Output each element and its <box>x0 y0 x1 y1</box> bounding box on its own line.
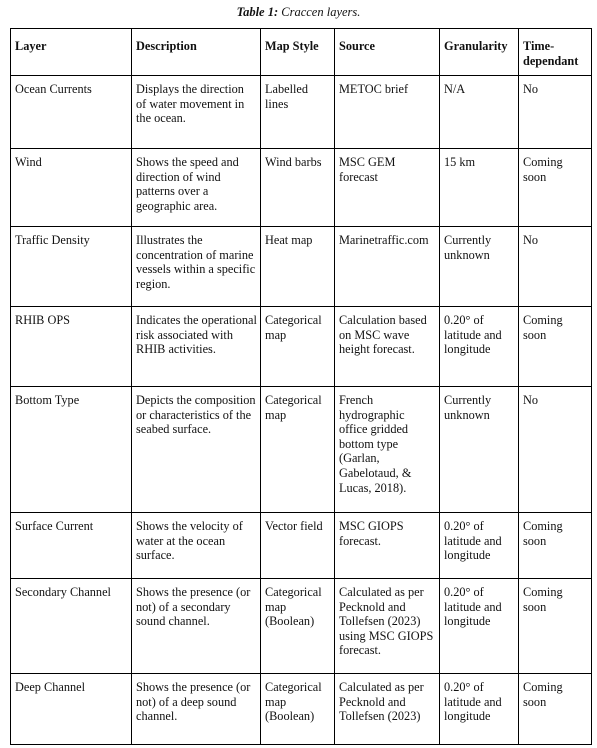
layer-name-cell: RHIB OPS <box>11 307 132 387</box>
table-cell: Coming soon <box>519 674 592 745</box>
table-cell: Categorical map (Boolean) <box>261 674 335 745</box>
table-cell: Shows the presence (or not) of a secondary sound channel. <box>132 579 261 674</box>
layer-name-cell: Ocean Currents <box>11 76 132 149</box>
column-header: Granularity <box>440 29 519 76</box>
table-cell: Shows the presence (or not) of a deep sound channel. <box>132 674 261 745</box>
table-cell: Wind barbs <box>261 149 335 227</box>
table-cell: Displays the direction of water movement in the ocean. <box>132 76 261 149</box>
table-body <box>11 76 592 745</box>
table-cell: Marinetraffic.com <box>335 227 440 307</box>
table-cell: Categorical map (Boolean) <box>261 579 335 674</box>
table-cell: French hydrographic office gridded bottom type (Garlan, Gabelotaud, & Lucas, 2018). <box>335 387 440 513</box>
table-cell: Shows the speed and direction of wind patterns over a geographic area. <box>132 149 261 227</box>
caption-label: Table 1: <box>236 5 279 19</box>
header-row <box>11 29 592 76</box>
table-cell: Heat map <box>261 227 335 307</box>
table-cell: Categorical map <box>261 307 335 387</box>
layer-name-cell: Traffic Density <box>11 227 132 307</box>
table-cell: Shows the velocity of water at the ocean surface. <box>132 513 261 579</box>
table-row <box>11 76 592 149</box>
layer-name-cell: Secondary Channel <box>11 579 132 674</box>
table-cell: Currently unknown <box>440 227 519 307</box>
table-cell: No <box>519 76 592 149</box>
table-cell: Labelled lines <box>261 76 335 149</box>
table-cell: Coming soon <box>519 307 592 387</box>
table-caption <box>0 5 597 20</box>
table-cell: No <box>519 227 592 307</box>
table-row <box>11 579 592 674</box>
table-row <box>11 674 592 745</box>
table-cell: Depicts the composition or characteristics of the seabed surface. <box>132 387 261 513</box>
table-cell: 0.20° of latitude and longitude <box>440 674 519 745</box>
table-cell: MSC GEM forecast <box>335 149 440 227</box>
table-row <box>11 227 592 307</box>
column-header: Source <box>335 29 440 76</box>
column-header: Time-dependant <box>519 29 592 76</box>
table-cell: METOC brief <box>335 76 440 149</box>
table-cell: Illustrates the concentration of marine vessels within a specific region. <box>132 227 261 307</box>
table-cell: Currently unknown <box>440 387 519 513</box>
layer-name-cell: Wind <box>11 149 132 227</box>
layers-table <box>10 28 592 745</box>
column-header: Layer <box>11 29 132 76</box>
table-cell: 15 km <box>440 149 519 227</box>
table-row <box>11 307 592 387</box>
table-cell: N/A <box>440 76 519 149</box>
layer-name-cell: Surface Current <box>11 513 132 579</box>
table-cell: Coming soon <box>519 149 592 227</box>
table-cell: Categorical map <box>261 387 335 513</box>
table-cell: Coming soon <box>519 579 592 674</box>
table-cell: Vector field <box>261 513 335 579</box>
column-header: Description <box>132 29 261 76</box>
table-cell: Indicates the operational risk associated with RHIB activities. <box>132 307 261 387</box>
table-cell: MSC GIOPS forecast. <box>335 513 440 579</box>
table-cell: 0.20° of latitude and longitude <box>440 579 519 674</box>
table-cell: No <box>519 387 592 513</box>
table-cell: Calculation based on MSC wave height forecast. <box>335 307 440 387</box>
table-row <box>11 149 592 227</box>
table-row <box>11 387 592 513</box>
table-cell: 0.20° of latitude and longitude <box>440 513 519 579</box>
caption-text: Craccen layers. <box>278 5 361 19</box>
table-cell: Calculated as per Pecknold and Tollefsen (2023) using MSC GIOPS forecast. <box>335 579 440 674</box>
table-cell: 0.20° of latitude and longitude <box>440 307 519 387</box>
layer-name-cell: Deep Channel <box>11 674 132 745</box>
layer-name-cell: Bottom Type <box>11 387 132 513</box>
table-cell: Calculated as per Pecknold and Tollefsen (2023) <box>335 674 440 745</box>
table-cell: Coming soon <box>519 513 592 579</box>
column-header: Map Style <box>261 29 335 76</box>
table-row <box>11 513 592 579</box>
